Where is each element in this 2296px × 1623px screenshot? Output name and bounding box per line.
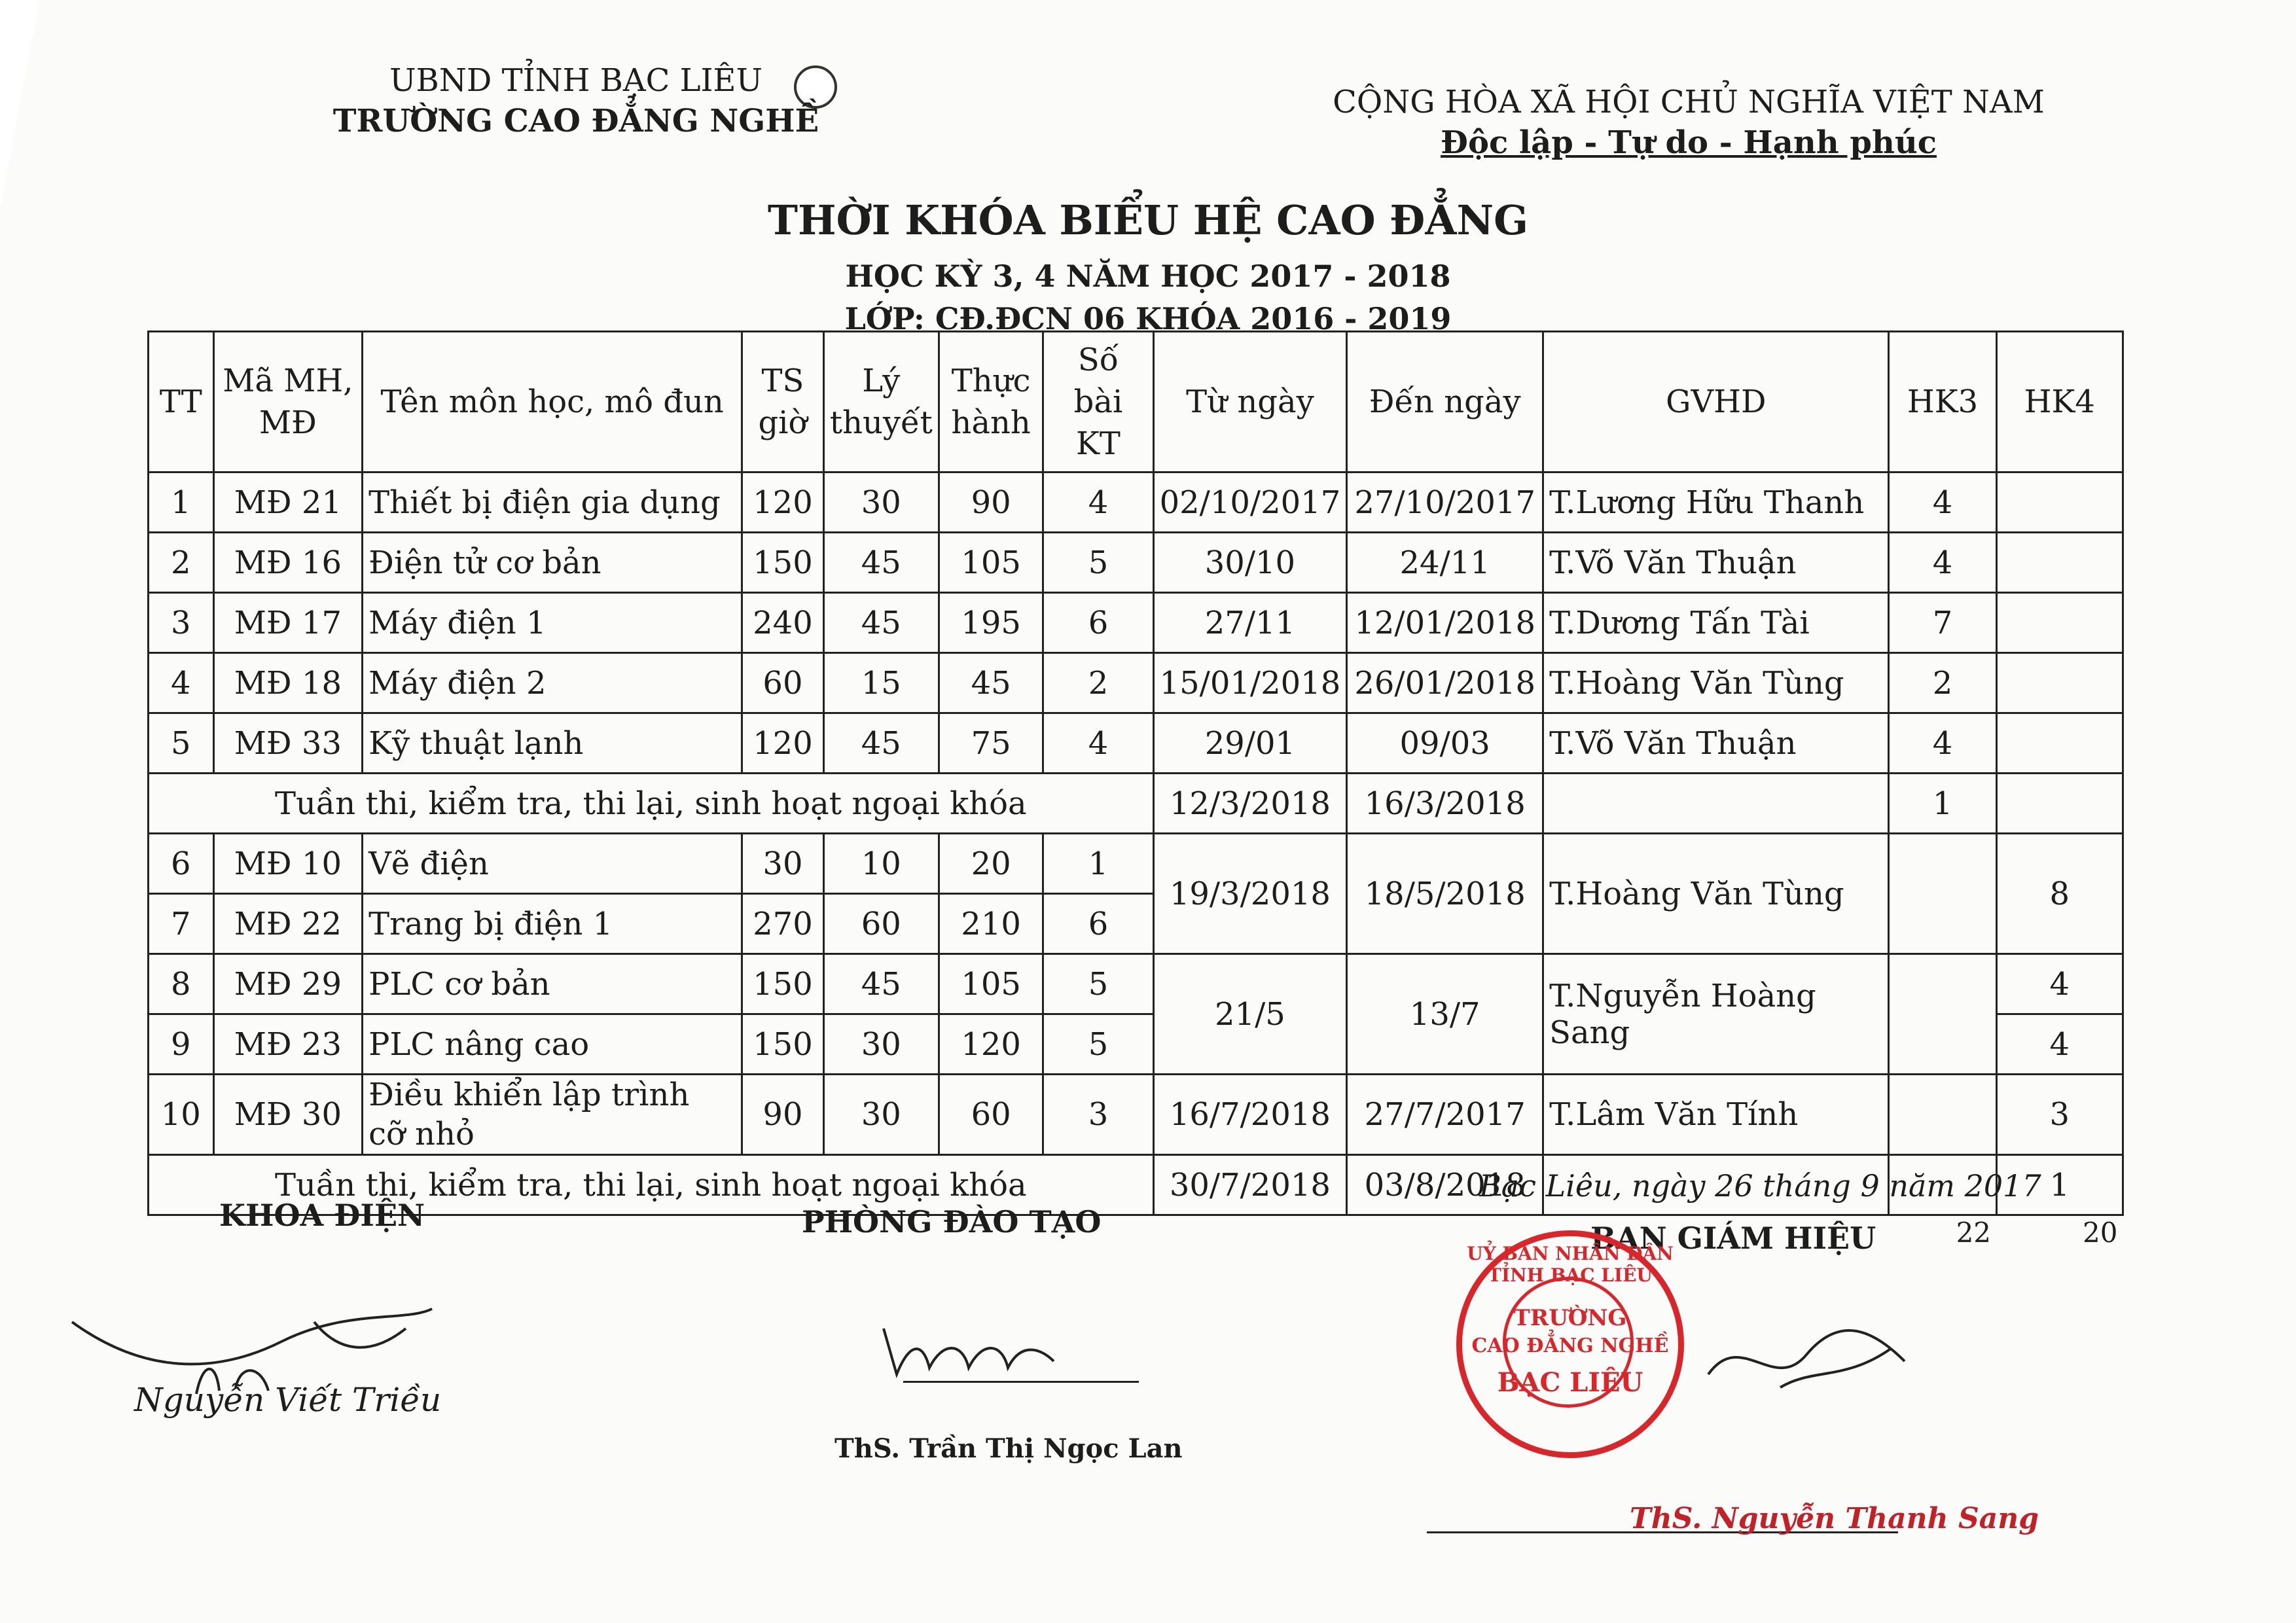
cell-lt: 45 (823, 954, 939, 1014)
cell-lt: 45 (823, 713, 939, 774)
table-row (149, 533, 2123, 593)
official-seal (1456, 1230, 1684, 1458)
cell-lt: 10 (823, 834, 939, 894)
cell-hk4: 4 (1996, 1014, 2123, 1075)
cell-th: 45 (939, 653, 1043, 713)
cell-hk4 (1996, 774, 2123, 834)
cell-name: Điều khiển lập trình cỡ nhỏ (363, 1075, 742, 1155)
col-teacher: GVHD (1543, 332, 1889, 473)
cell-to: 18/5/2018 (1347, 834, 1543, 954)
cell-code: MĐ 33 (213, 713, 363, 774)
cell-hk4: 3 (1996, 1075, 2123, 1155)
issuer-line2: TRƯỜNG CAO ĐẲNG NGHỀ (332, 103, 819, 139)
exam-week-label: Tuần thi, kiểm tra, thi lại, sinh hoạt ngoại khóa (149, 774, 1154, 834)
dept-signer: Nguyễn Viết Triều (134, 1381, 442, 1419)
cell-hk3: 7 (1889, 593, 1996, 653)
cell-teacher: T.Hoàng Văn Tùng (1543, 653, 1889, 713)
issuer-line1: UBND TỈNH BẠC LIÊU (389, 62, 762, 99)
cell-code: MĐ 17 (213, 593, 363, 653)
cell-hk4: 4 (1996, 954, 2123, 1014)
cell-ts: 270 (742, 894, 824, 954)
cell-code: MĐ 21 (213, 473, 363, 533)
training-signature (877, 1302, 1073, 1387)
training-title: PHÒNG ĐÀO TẠO (802, 1204, 1102, 1240)
cell-ts: 150 (742, 1014, 824, 1075)
cell-tt: 6 (149, 834, 214, 894)
cell-kt: 5 (1043, 1014, 1153, 1075)
cell-teacher: T.Hoàng Văn Tùng (1543, 834, 1889, 954)
cell-to: 09/03 (1347, 713, 1543, 774)
cell-tt: 4 (149, 653, 214, 713)
cell-lt: 60 (823, 894, 939, 954)
cell-ts: 120 (742, 473, 824, 533)
cell-lt: 30 (823, 1014, 939, 1075)
table-row (149, 593, 2123, 653)
place-date: Bạc Liêu, ngày 26 tháng 9 năm 2017 (1479, 1168, 2041, 1204)
cell-from: 16/7/2018 (1153, 1075, 1347, 1155)
nation-line2: Độc lập - Tự do - Hạnh phúc (1441, 124, 1937, 161)
seal-ring-text: UỶ BAN NHÂN DÂN TỈNH BẠC LIÊU (1467, 1243, 1674, 1286)
cell-teacher: T.Lương Hữu Thanh (1543, 473, 1889, 533)
table-row (149, 713, 2123, 774)
cell-tt: 7 (149, 894, 214, 954)
cell-hk3: 2 (1889, 653, 1996, 713)
cell-ts: 30 (742, 834, 824, 894)
cell-hk4 (1996, 473, 2123, 533)
cell-ts: 240 (742, 593, 824, 653)
seal-line3: BẠC LIÊU (1497, 1367, 1643, 1398)
cell-hk3 (1889, 834, 1996, 954)
cell-tt: 3 (149, 593, 214, 653)
cell-kt: 4 (1043, 713, 1153, 774)
table-row (149, 834, 2123, 894)
cell-kt: 3 (1043, 1075, 1153, 1155)
table-row (149, 954, 2123, 1014)
cell-kt: 4 (1043, 473, 1153, 533)
cell-tt: 9 (149, 1014, 214, 1075)
cell-lt: 15 (823, 653, 939, 713)
cell-code: MĐ 23 (213, 1014, 363, 1075)
cell-tt: 2 (149, 533, 214, 593)
cell-th: 90 (939, 473, 1043, 533)
cell-name: Trang bị điện 1 (363, 894, 742, 954)
cell-kt: 6 (1043, 894, 1153, 954)
cell-tt: 1 (149, 473, 214, 533)
cell-from: 21/5 (1153, 954, 1347, 1075)
board-signer: ThS. Nguyễn Thanh Sang (1630, 1502, 2039, 1535)
col-hk3: HK3 (1889, 332, 1996, 473)
cell-hk3: 4 (1889, 473, 1996, 533)
col-from: Từ ngày (1153, 332, 1347, 473)
cell-code: MĐ 18 (213, 653, 363, 713)
col-name: Tên môn học, mô đun (363, 332, 742, 473)
dept-title: KHOA ĐIỆN (219, 1198, 425, 1233)
cell-hk4 (1996, 533, 2123, 593)
cell-ts: 150 (742, 533, 824, 593)
table-row (149, 473, 2123, 533)
cell-name: PLC cơ bản (363, 954, 742, 1014)
total-hk3: 22 (1956, 1216, 1992, 1249)
cell-to: 13/7 (1347, 954, 1543, 1075)
cell-from: 19/3/2018 (1153, 834, 1347, 954)
cell-hk4 (1996, 713, 2123, 774)
table-row (149, 653, 2123, 713)
nation-header (1244, 82, 2134, 163)
cell-name: Thiết bị điện gia dụng (363, 473, 742, 533)
cell-to: 16/3/2018 (1347, 774, 1543, 834)
cell-th: 120 (939, 1014, 1043, 1075)
cell-th: 20 (939, 834, 1043, 894)
cell-hk4: 1 (1996, 1155, 2123, 1215)
cell-code: MĐ 30 (213, 1075, 363, 1155)
cell-to: 27/10/2017 (1347, 473, 1543, 533)
total-hk4: 20 (2083, 1216, 2118, 1249)
exam-week-row (149, 774, 2123, 834)
cell-tt: 8 (149, 954, 214, 1014)
document-title: THỜI KHÓA BIỂU HỆ CAO ĐẲNG (767, 196, 1529, 244)
cell-th: 105 (939, 533, 1043, 593)
cell-teacher: T.Lâm Văn Tính (1543, 1075, 1889, 1155)
cell-code: MĐ 22 (213, 894, 363, 954)
cell-teacher: T.Dương Tấn Tài (1543, 593, 1889, 653)
seal-line2: CAO ĐẲNG NGHỀ (1471, 1334, 1669, 1357)
cell-kt: 5 (1043, 954, 1153, 1014)
cell-hk4: 8 (1996, 834, 2123, 954)
cell-from: 30/7/2018 (1153, 1155, 1347, 1215)
cell-ts: 60 (742, 653, 824, 713)
col-to: Đến ngày (1347, 332, 1543, 473)
schedule-table (147, 330, 2124, 1249)
cell-code: MĐ 10 (213, 834, 363, 894)
col-lt: Lý thuyết (823, 332, 939, 473)
folded-corner (0, 0, 39, 209)
cell-kt: 5 (1043, 533, 1153, 593)
exam-week-label: Tuần thi, kiểm tra, thi lại, sinh hoạt ngoại khóa (149, 1155, 1154, 1215)
cell-to: 26/01/2018 (1347, 653, 1543, 713)
cell-name: Vẽ điện (363, 834, 742, 894)
cell-hk3: 4 (1889, 533, 1996, 593)
cell-name: Kỹ thuật lạnh (363, 713, 742, 774)
issuer-header (249, 60, 903, 141)
cell-hk3: 4 (1889, 713, 1996, 774)
cell-teacher: T.Võ Văn Thuận (1543, 713, 1889, 774)
cell-tt: 5 (149, 713, 214, 774)
seal-line1: TRƯỜNG (1513, 1305, 1627, 1331)
cell-from: 29/01 (1153, 713, 1347, 774)
col-code: Mã MH, MĐ (213, 332, 363, 473)
cell-name: PLC nâng cao (363, 1014, 742, 1075)
term-line: HỌC KỲ 3, 4 NĂM HỌC 2017 - 2018 (845, 259, 1451, 294)
cell-hk4 (1996, 653, 2123, 713)
cell-kt: 1 (1043, 834, 1153, 894)
cell-to: 24/11 (1347, 533, 1543, 593)
table-header-row (149, 332, 2123, 473)
cell-from: 30/10 (1153, 533, 1347, 593)
col-th: Thực hành (939, 332, 1043, 473)
col-hk4: HK4 (1996, 332, 2123, 473)
cell-kt: 6 (1043, 593, 1153, 653)
table-row (149, 1075, 2123, 1155)
cell-code: MĐ 29 (213, 954, 363, 1014)
cell-from: 02/10/2017 (1153, 473, 1347, 533)
cell-hk4 (1996, 593, 2123, 653)
training-sign-line (903, 1381, 1139, 1383)
cell-tt: 10 (149, 1075, 214, 1155)
cell-from: 27/11 (1153, 593, 1347, 653)
cell-name: Máy điện 1 (363, 593, 742, 653)
cell-hk3 (1889, 1075, 1996, 1155)
cell-teacher: T.Võ Văn Thuận (1543, 533, 1889, 593)
cell-lt: 30 (823, 1075, 939, 1155)
nation-line1: CỘNG HÒA XÃ HỘI CHỦ NGHĨA VIỆT NAM (1333, 84, 2045, 120)
cell-lt: 45 (823, 533, 939, 593)
cell-th: 105 (939, 954, 1043, 1014)
cell-from: 12/3/2018 (1153, 774, 1347, 834)
col-ts: TS giờ (742, 332, 824, 473)
board-title: BAN GIÁM HIỆU (1590, 1221, 1876, 1256)
cell-teacher (1543, 774, 1889, 834)
cell-teacher: T.Nguyễn Hoàng Sang (1543, 954, 1889, 1075)
board-signature (1702, 1302, 1918, 1407)
cell-name: Điện tử cơ bản (363, 533, 742, 593)
cell-to: 03/8/2018 (1347, 1155, 1543, 1215)
cell-to: 27/7/2017 (1347, 1075, 1543, 1155)
cell-th: 75 (939, 713, 1043, 774)
cell-name: Máy điện 2 (363, 653, 742, 713)
cell-ts: 90 (742, 1075, 824, 1155)
cell-lt: 45 (823, 593, 939, 653)
cell-lt: 30 (823, 473, 939, 533)
cell-ts: 150 (742, 954, 824, 1014)
col-tt: TT (149, 332, 214, 473)
cell-to: 12/01/2018 (1347, 593, 1543, 653)
class-line: LỚP: CĐ.ĐCN 06 KHÓA 2016 - 2019 (844, 301, 1452, 336)
cell-th: 60 (939, 1075, 1043, 1155)
cell-kt: 2 (1043, 653, 1153, 713)
cell-ts: 120 (742, 713, 824, 774)
cell-hk3: 1 (1889, 774, 1996, 834)
cell-code: MĐ 16 (213, 533, 363, 593)
training-signer: ThS. Trần Thị Ngọc Lan (834, 1433, 1183, 1464)
cell-hk3 (1889, 954, 1996, 1075)
cell-from: 15/01/2018 (1153, 653, 1347, 713)
cell-th: 195 (939, 593, 1043, 653)
cell-th: 210 (939, 894, 1043, 954)
col-kt: Số bài KT (1043, 332, 1153, 473)
